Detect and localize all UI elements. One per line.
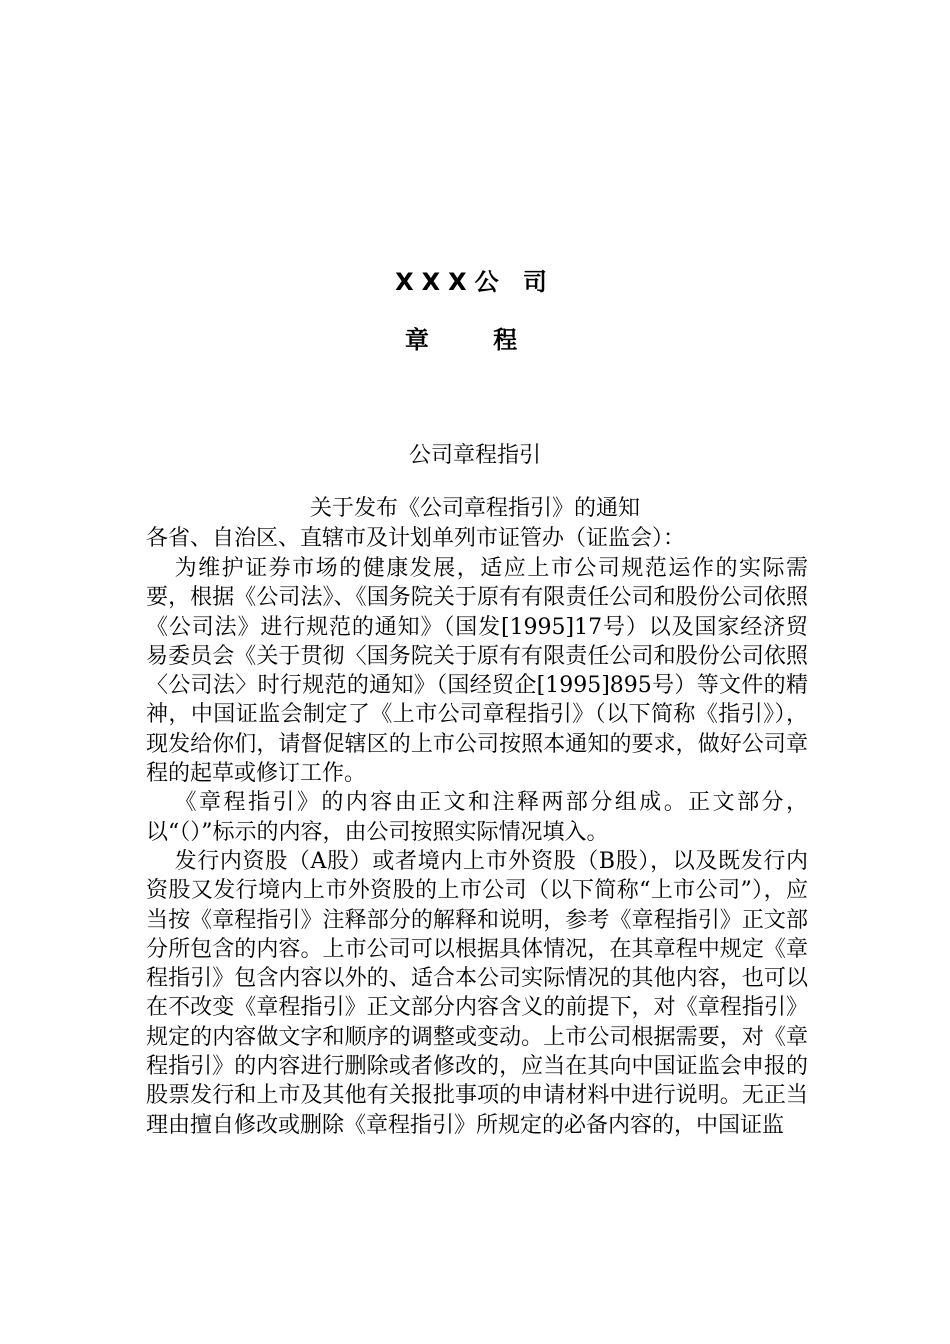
notice-title: 关于发布《公司章程指引》的通知: [309, 496, 640, 521]
guide-title: 公司章程指引: [408, 443, 541, 468]
addressee-line: 各省、自治区、直辖市及计划单列市证管办（证监会）：: [146, 526, 686, 551]
body-paragraph: 发行内资股（A股）或者境内上市外资股（B股），以及既发行内资股又发行境内上市外资股的上市公司（以下简称“上市公司”），应当按《章程指引》注释部分的解释和说明，参考《章程指引》正文部分所包含的内容。上市公司可以根据具体情况，在其章程中规定《章程指引》包含内容以外的、适合本公司实际情况的其他内容，也可以在不改变《章程指引》正文部分内容含义的前提下，对《章程指引》规定的内容做文字和顺序的调整或变动。上市公司根据需要，对《章程指引》的内容进行删除或者修改的，应当在其向中国证监会申报的股票发行和上市及其他有关报批事项的申请材料中进行说明。无正当理由擅自修改或删除《章程指引》所规定的必备内容的，中国证监: [146, 848, 808, 1138]
notice-body: [146, 554, 808, 1140]
company-title: XXX公 司: [395, 268, 555, 296]
body-paragraph: 《章程指引》的内容由正文和注释两部分组成。正文部分，以“（）”标示的内容，由公司按照实际情况填入。: [146, 790, 808, 845]
body-paragraph: 为维护证券市场的健康发展，适应上市公司规范运作的实际需要，根据《公司法》、《国务院关于原有有限责任公司和股份公司依照《公司法》进行规范的通知》（国发[1995]17号）以及国家经济贸易委员会《关于贯彻〈国务院关于原有有限责任公司和股份公司依照〈公司法〉时行规范的通知》（国经贸企[1995]895号）等文件的精神，中国证监会制定了《上市公司章程指引》（以下简称《指引》），现发给你们，请督促辖区的上市公司按照本通知的要求，做好公司章程的起草或修订工作。: [146, 556, 808, 787]
charter-title: 章 程: [404, 326, 546, 354]
